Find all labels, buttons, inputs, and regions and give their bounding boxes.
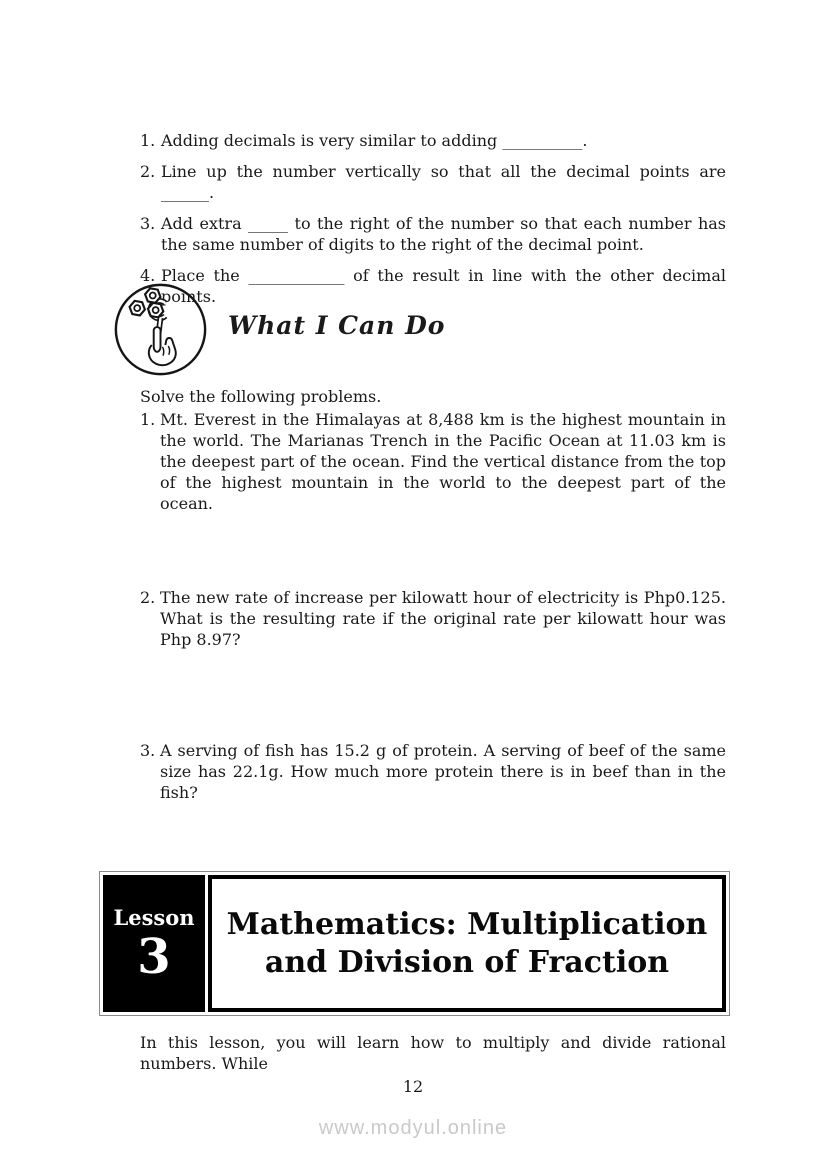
review-item-number: 4. <box>140 266 156 285</box>
lesson-number-cell <box>103 875 205 1012</box>
problem-number: 1. <box>140 410 156 429</box>
problem-2 <box>140 587 726 650</box>
problem-text: The new rate of increase per kilowatt hour of electricity is Php0.125. What is the resulting rate if the original rate per kilowatt hour was Php 8.97? <box>160 588 726 649</box>
instruction-text: Solve the following problems. <box>140 387 382 406</box>
review-list <box>140 130 726 317</box>
review-item-number: 1. <box>140 131 156 150</box>
lesson-title-line-1: Mathematics: Multiplication <box>226 906 708 942</box>
problem-number: 3. <box>140 741 156 760</box>
lesson-number: 3 <box>137 929 171 985</box>
intro-paragraph: In this lesson, you will learn how to multiply and divide rational numbers. While <box>140 1033 726 1073</box>
hand-with-wrench-icon <box>112 281 209 378</box>
review-item <box>140 213 726 255</box>
problem-3 <box>140 740 726 803</box>
problem-text: Mt. Everest in the Himalayas at 8,488 km is the highest mountain in the world. The Marianas Trench in the Pacific Ocean at 11.03 km is the deepest part of the ocean. Find the vertical distance from the top of the highest mountain in the world to the deepest part of the ocean. <box>160 410 726 513</box>
lesson-title <box>208 875 726 1012</box>
review-item <box>140 265 726 307</box>
section-title: What I Can Do <box>228 311 446 340</box>
review-item-number: 3. <box>140 214 156 233</box>
problem-1 <box>140 409 726 514</box>
problem-text: A serving of fish has 15.2 g of protein. A serving of beef of the same size has 22.1g. How much more protein there is in beef than in the fish? <box>160 741 726 802</box>
problem-number: 2. <box>140 588 156 607</box>
lesson-label: Lesson <box>113 905 195 930</box>
review-item-text: Line up the number vertically so that all the decimal points are ______. <box>161 162 726 202</box>
page-number: 12 <box>402 1077 424 1096</box>
lesson-title-line-2: and Division of Fraction <box>264 944 670 980</box>
review-item-text: Adding decimals is very similar to adding __________. <box>161 131 588 150</box>
review-item-text: Add extra _____ to the right of the number so that each number has the same number of digits to the right of the decimal point. <box>161 214 726 254</box>
lesson-banner <box>99 871 730 1016</box>
review-item-text: Place the ____________ of the result in line with the other decimal points. <box>161 266 726 306</box>
review-item <box>140 130 726 151</box>
watermark: www.modyul.online <box>318 1117 508 1139</box>
review-item-number: 2. <box>140 162 156 181</box>
review-item <box>140 161 726 203</box>
